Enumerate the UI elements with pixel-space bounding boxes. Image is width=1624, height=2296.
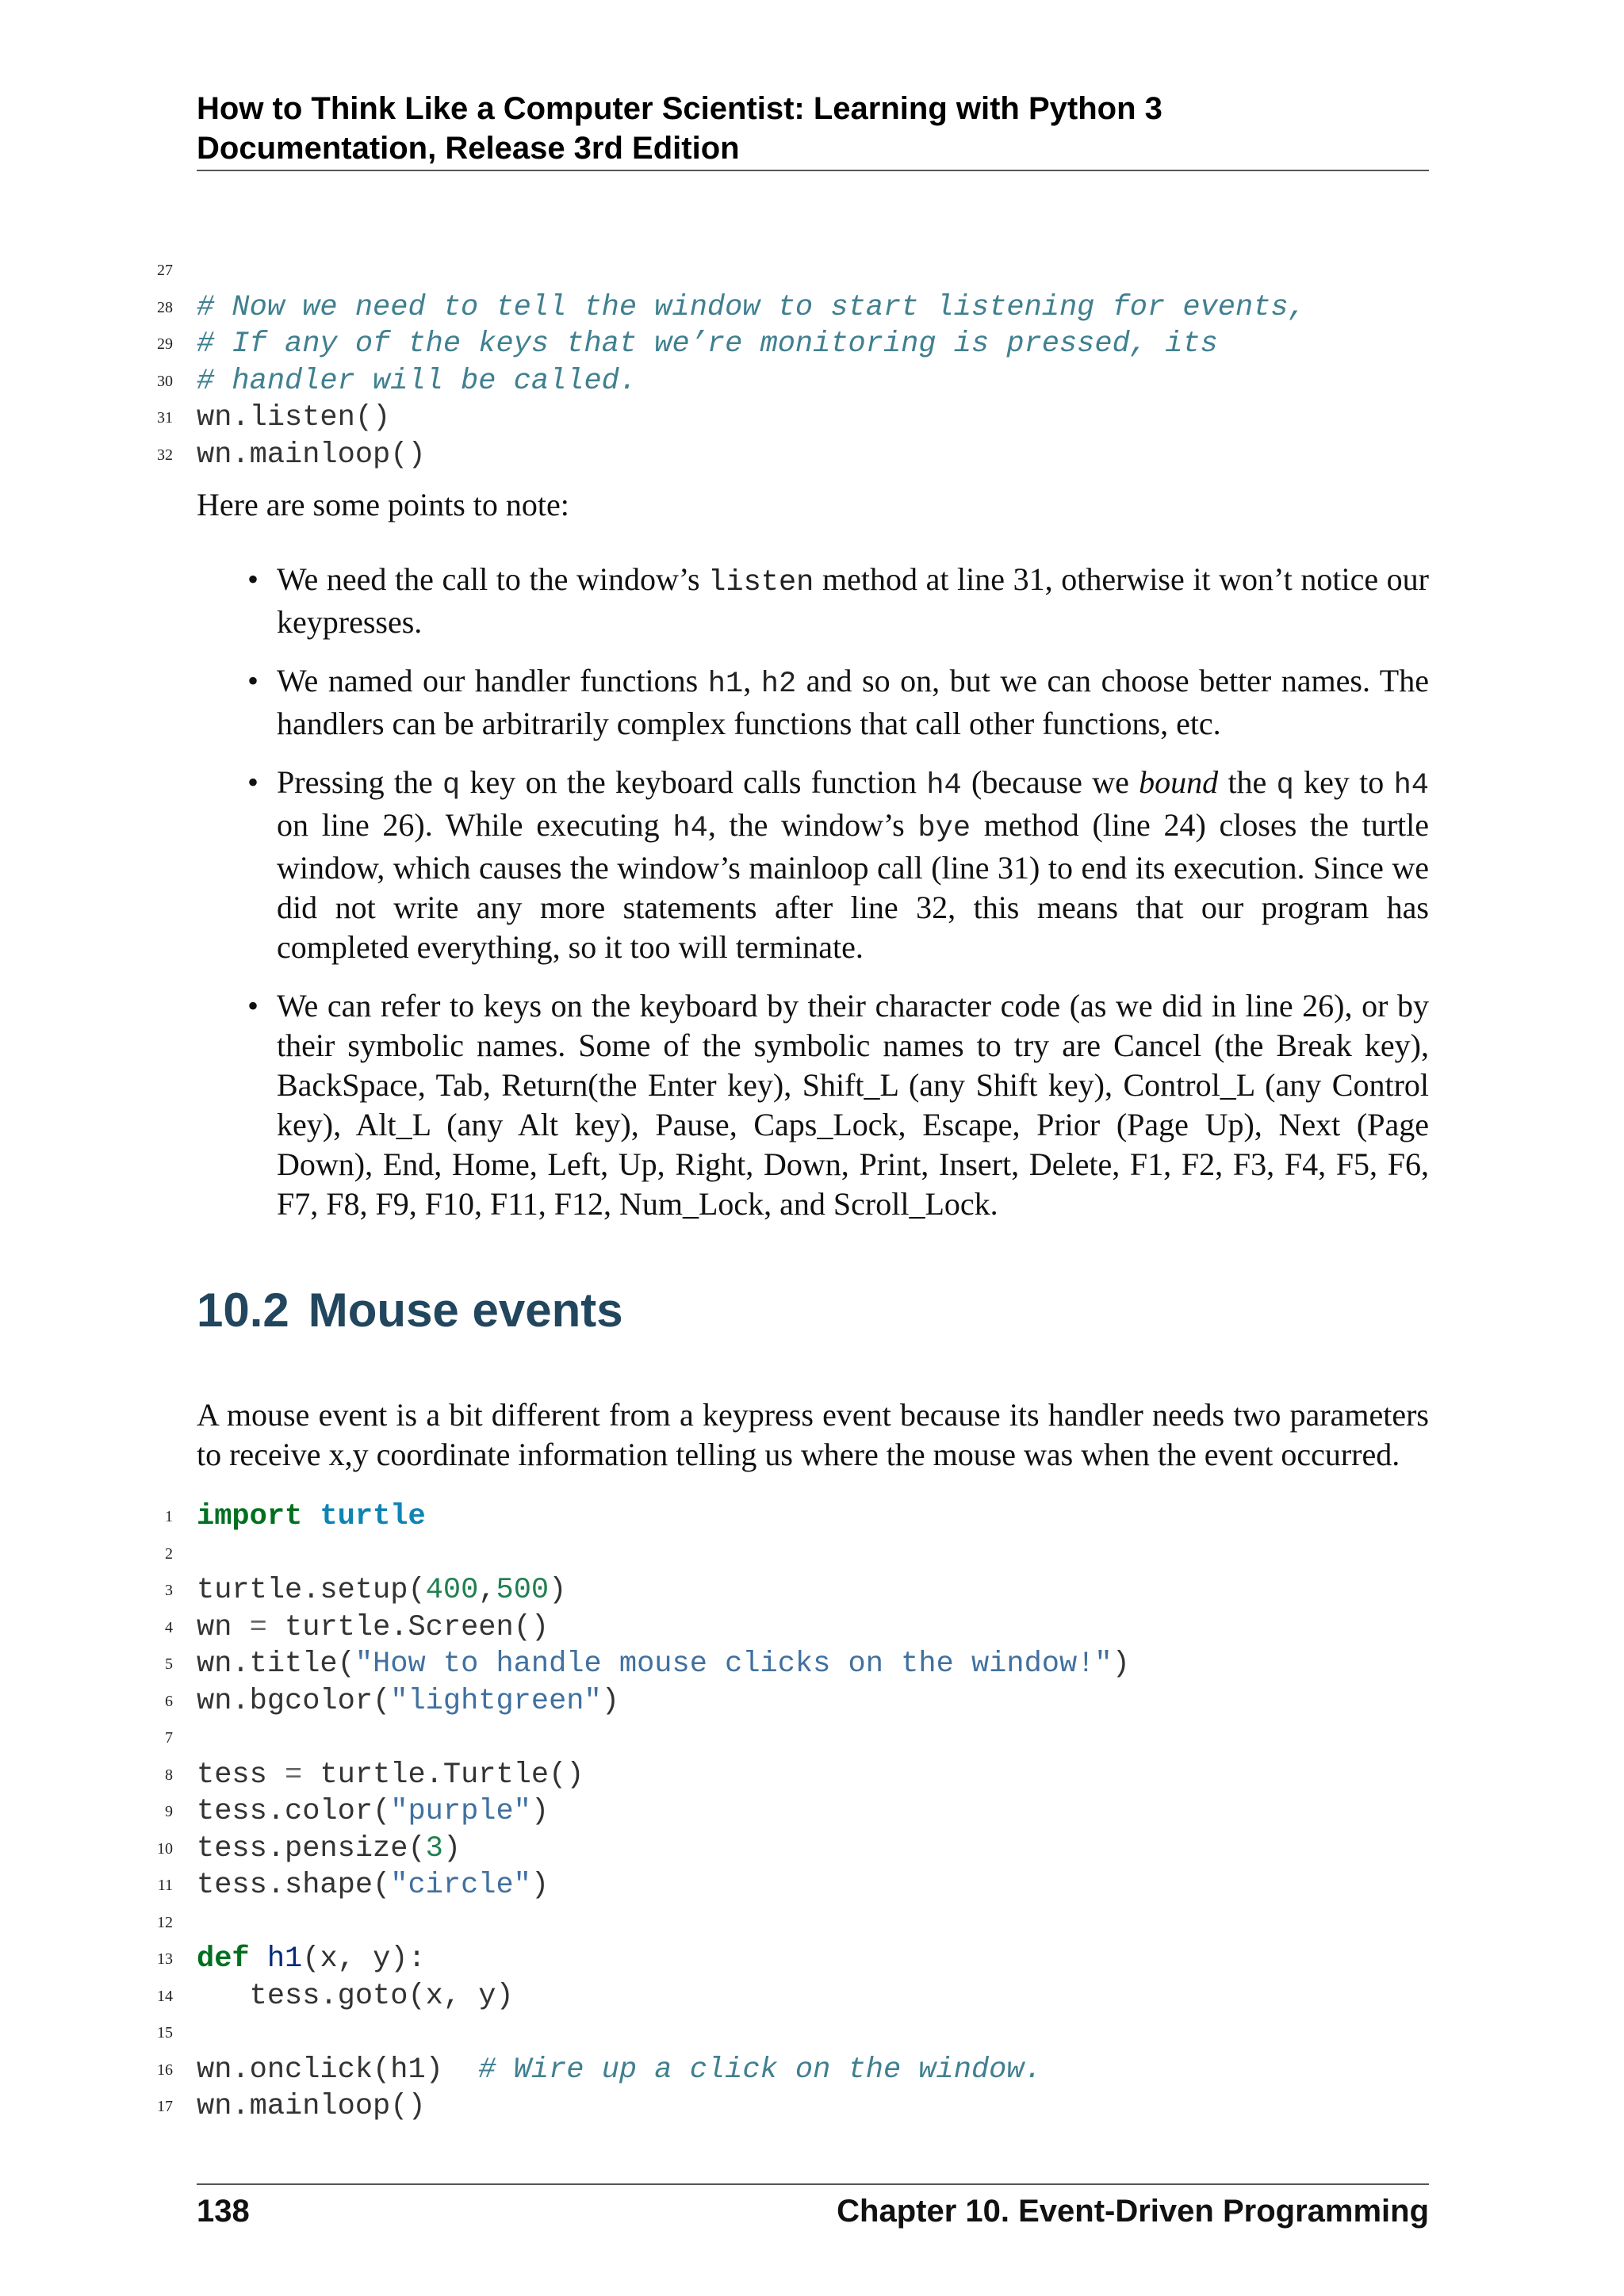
- code-token: "lightgreen": [390, 1684, 602, 1718]
- header-title-line2: Documentation, Release 3rd Edition: [197, 131, 740, 166]
- line-number: 9: [165, 1803, 173, 1820]
- code-token: 400: [425, 1574, 479, 1607]
- section-number: 10.2: [197, 1284, 289, 1337]
- code-block-top: [151, 252, 1435, 473]
- code-line: [151, 1646, 1435, 1683]
- code-line: [151, 363, 1435, 400]
- code-token: def: [197, 1942, 250, 1976]
- line-number: 10: [157, 1839, 173, 1858]
- bullet-text: key to: [1293, 764, 1394, 800]
- code-token: tess: [197, 1758, 285, 1792]
- bullet-text: on line 26). While executing: [277, 807, 673, 843]
- line-number: 1: [165, 1508, 173, 1525]
- code-text: [197, 1498, 426, 1536]
- code-line: [151, 2015, 1435, 2052]
- code-text: [197, 400, 390, 437]
- code-token: tess.shape(: [197, 1869, 391, 1902]
- code-line: [151, 1793, 1435, 1831]
- code-line: [151, 2088, 1435, 2126]
- code-token: =: [249, 1610, 267, 1644]
- line-number: 28: [157, 298, 173, 316]
- line-number: 3: [165, 1582, 173, 1599]
- code-line: [151, 1536, 1435, 1573]
- footer-divider: [197, 2183, 1429, 2185]
- inline-code: h4: [1393, 769, 1429, 802]
- bullet-text: and so on, but we can choose better names. The handlers can be arbitrarily complex functions that call other functions, etc.: [277, 663, 1429, 741]
- code-text: [197, 1941, 426, 1978]
- code-token: 3: [425, 1831, 443, 1866]
- inline-code: h4: [672, 812, 708, 845]
- section-paragraph: A mouse event is a bit different from a keypress event because its handler needs two parameters to receive x,y coordinate information telling us where the mouse was when the event occurred.: [197, 1397, 1429, 1472]
- line-number: 29: [157, 335, 173, 353]
- points-intro: Here are some points to note:: [197, 487, 569, 522]
- code-line: [151, 1572, 1435, 1609]
- inline-code: h1: [707, 668, 744, 701]
- code-token: [302, 1500, 320, 1533]
- bullet-icon: •: [247, 988, 259, 1024]
- header-divider: [197, 170, 1429, 171]
- code-token: tess.pensize(: [197, 1831, 426, 1866]
- page-number: 138: [197, 2194, 250, 2229]
- line-number: 12: [157, 1913, 173, 1931]
- inline-code: q: [442, 769, 461, 802]
- code-token: import: [197, 1500, 303, 1533]
- code-text: [197, 1831, 461, 1868]
- code-token: # If any of the keys that we’re monitoring is pressed, its: [197, 327, 1218, 361]
- code-text: [197, 2052, 1042, 2089]
- bullet-text: We need the call to the window’s: [277, 561, 709, 597]
- code-token: wn.mainloop(): [197, 2090, 426, 2123]
- bullet-text: , the window’s: [707, 807, 918, 843]
- code-text: [197, 2088, 426, 2126]
- line-number: 27: [157, 262, 173, 279]
- code-token: "How to handle mouse clicks on the window!": [354, 1647, 1113, 1681]
- line-number: 15: [157, 2024, 173, 2042]
- code-line: [151, 437, 1435, 474]
- bullet-item: [197, 661, 1429, 744]
- code-token: turtle.Screen(): [266, 1610, 550, 1644]
- code-text: [197, 1646, 1130, 1683]
- inline-code: listen: [708, 566, 814, 599]
- code-token: tess.color(: [197, 1795, 391, 1828]
- line-number: 2: [165, 1544, 173, 1563]
- code-line: [151, 252, 1435, 289]
- code-token: wn.onclick(h1): [197, 2053, 479, 2087]
- bullet-text: ,: [743, 663, 761, 698]
- code-text: [197, 289, 1306, 327]
- code-text: [197, 437, 426, 474]
- code-token: # Wire up a click on the window.: [478, 2053, 1042, 2087]
- line-number: 16: [157, 2061, 173, 2079]
- code-text: [197, 1978, 514, 2015]
- line-number: 17: [157, 2098, 173, 2115]
- points-list: [197, 560, 1429, 1243]
- code-line: [151, 1978, 1435, 2015]
- bullet-text: the: [1218, 764, 1277, 800]
- code-line: [151, 1904, 1435, 1942]
- bullet-text: method at line 31, otherwise it won’t notice our keypresses.: [277, 561, 1429, 640]
- code-token: turtle: [320, 1500, 426, 1533]
- running-footer: [197, 2191, 1429, 2231]
- code-line: [151, 289, 1435, 327]
- code-text: [197, 1683, 619, 1720]
- line-number: 13: [157, 1950, 173, 1968]
- code-token: ): [530, 1795, 550, 1828]
- code-token: [250, 1942, 267, 1976]
- code-line: [151, 1498, 1435, 1536]
- code-token: wn.listen(): [197, 401, 391, 434]
- line-number: 31: [157, 409, 173, 427]
- code-text: [197, 1867, 549, 1904]
- code-text: [197, 1793, 549, 1831]
- header-title-line1: How to Think Like a Computer Scientist: Learning with Python 3: [197, 91, 1162, 126]
- code-line: [151, 400, 1435, 437]
- line-number: 6: [165, 1692, 173, 1710]
- code-token: turtle.Turtle(): [302, 1758, 584, 1792]
- code-line: [151, 1609, 1435, 1647]
- code-text: [197, 363, 637, 400]
- bullet-text: bound: [1139, 764, 1219, 800]
- code-line: [151, 1867, 1435, 1904]
- code-text: [197, 1757, 584, 1794]
- bullet-text: method (line 24) closes the turtle window, which causes the window’s mainloop call (line 31) to end its execution. Since we did not write any more statements after line 32, this means that our program has completed everything, so it too will terminate.: [277, 807, 1429, 965]
- bullet-item: [197, 986, 1429, 1224]
- bullet-icon: •: [247, 663, 259, 698]
- code-line: [151, 1683, 1435, 1720]
- code-token: ,: [478, 1574, 496, 1607]
- line-number: 5: [165, 1655, 173, 1673]
- code-token: tess.goto(x, y): [197, 1979, 514, 2013]
- running-header: [197, 89, 1429, 168]
- code-text: [197, 326, 1218, 363]
- inline-code: q: [1276, 769, 1294, 802]
- code-token: wn: [197, 1610, 250, 1644]
- code-token: ): [530, 1869, 550, 1902]
- line-number: 11: [157, 1877, 173, 1894]
- section-title-text: Mouse events: [308, 1284, 623, 1337]
- code-token: ): [442, 1831, 462, 1866]
- code-token: turtle.setup(: [197, 1574, 426, 1607]
- code-token: # handler will be called.: [197, 364, 638, 398]
- code-line: [151, 2052, 1435, 2089]
- line-number: 8: [165, 1766, 173, 1784]
- chapter-title: Chapter 10. Event-Driven Programming: [837, 2194, 1429, 2229]
- bullet-text: Pressing the: [277, 764, 443, 800]
- code-token: wn.mainloop(): [197, 438, 426, 472]
- code-token: ): [1112, 1647, 1130, 1681]
- code-token: wn.bgcolor(: [197, 1684, 391, 1718]
- code-token: =: [285, 1758, 303, 1792]
- code-token: "circle": [390, 1869, 531, 1902]
- line-number: 14: [157, 1987, 173, 2005]
- code-token: ): [549, 1574, 567, 1607]
- bullet-text: key on the keyboard calls function: [460, 764, 927, 800]
- code-token: h1: [266, 1942, 303, 1976]
- code-block-bottom: [151, 1498, 1435, 2126]
- line-number: 30: [157, 372, 173, 390]
- code-line: [151, 1720, 1435, 1757]
- code-token: wn.title(: [197, 1647, 355, 1681]
- line-number: 4: [165, 1618, 173, 1636]
- section-heading: [197, 1283, 623, 1337]
- bullet-item: [197, 560, 1429, 642]
- code-text: [197, 1609, 549, 1647]
- code-line: [151, 1941, 1435, 1978]
- code-token: ): [601, 1684, 619, 1718]
- code-text: [197, 1572, 566, 1609]
- code-token: "purple": [390, 1795, 531, 1828]
- bullet-text: (because we: [961, 764, 1139, 800]
- line-number: 7: [165, 1729, 173, 1747]
- code-line: [151, 326, 1435, 363]
- inline-code: bye: [917, 812, 971, 845]
- inline-code: h2: [760, 668, 797, 701]
- code-token: # Now we need to tell the window to start listening for events,: [197, 290, 1306, 324]
- bullet-text: We named our handler functions: [277, 663, 708, 698]
- code-token: (x, y):: [302, 1942, 426, 1976]
- code-token: 500: [496, 1574, 550, 1607]
- line-number: 32: [157, 446, 173, 464]
- inline-code: h4: [926, 769, 962, 802]
- bullet-item: [197, 763, 1429, 967]
- code-line: [151, 1757, 1435, 1794]
- bullet-icon: •: [247, 764, 259, 800]
- bullet-text: We can refer to keys on the keyboard by their character code (as we did in line 26), or by their symbolic names. Some of the symbolic names to try are Cancel (the Break key), BackSpace, Tab, Return(the Enter key), Shift_L (any Shift key), Control_L (any Control key), Alt_L (any Alt key), Pause, Caps_Lock, Escape, Prior (Page Up), Next (Page Down), End, Home, Left, Up, Right, Down, Print, Insert, Delete, F1, F2, F3, F4, F5, F6, F7, F8, F9, F10, F11, F12, Num_Lock, and Scroll_Lock.: [277, 988, 1429, 1222]
- bullet-icon: •: [247, 561, 259, 597]
- code-line: [151, 1831, 1435, 1868]
